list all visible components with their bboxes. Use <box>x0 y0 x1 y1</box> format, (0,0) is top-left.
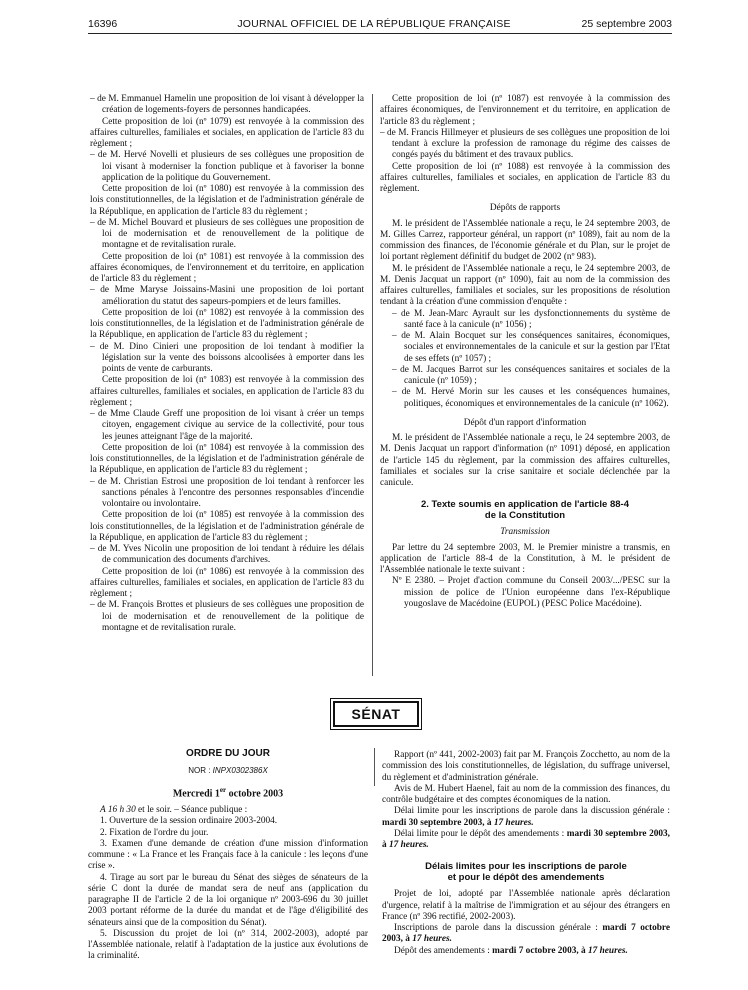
upper-right-column <box>380 94 670 610</box>
date-sup: er <box>219 785 227 794</box>
session-text: et le soir. – Séance publique : <box>135 805 248 816</box>
paragraph: M. le président de l'Assemblée nationale a reçu, le 24 septembre 2003, de M. Gilles Carrez, rapporteur général, un rapport (nº 1089), fait au nom de la commission des finances, de l'économie générale et du Plan, sur le projet de loi portant règlement définitif du budget de 2002 (nº 983). <box>380 218 670 263</box>
heading-line: et pour le dépôt des amendements <box>447 872 605 884</box>
agenda-item: 1. Ouverture de la session ordinaire 2003-2004. <box>100 816 278 827</box>
paragraph: – de M. Dino Cinieri une proposition de loi tendant à modifier la législation sur la vente des boissons alcoolisées à emporter dans les points de vente de carburants. <box>90 341 364 374</box>
list-item: – de M. Alain Bocquet sur les conséquences sanitaires, économiques, sociales et environnementales de la canicule et sur la gestion par l'Etat de ses effets (nº 1057) ; <box>392 331 670 364</box>
date-part: Mercredi 1 <box>172 787 220 799</box>
lower-left-column <box>88 748 368 963</box>
paragraph: Rapport (nº 441, 2002-2003) fait par M. François Zocchetto, au nom de la commission des lois constitutionnelles, de législation, du suffrage universel, du règlement et d'administration générale. <box>382 750 670 783</box>
paragraph: Projet de loi, adopté par l'Assemblée nationale après déclaration d'urgence, relatif à la maîtrise de l'immigration et au séjour des étrangers en France (nº 396 rectifié, 2002-2003). <box>382 889 670 922</box>
heading-line: de la Constitution <box>484 510 566 522</box>
paragraph: – de M. Christian Estrosi une proposition de loi tendant à renforcer les sanctions pénales à l'encontre des personnes responsables d'incendie volontaire ou involontaire. <box>90 476 364 509</box>
deadline-date: mardi 30 septembre 2003, à <box>382 817 494 828</box>
paragraph: – de M. Yves Nicolin une proposition de loi tendant à réduire les délais de communication des documents d'archives. <box>90 544 364 566</box>
paragraph: M. le président de l'Assemblée nationale a reçu, le 24 septembre 2003, de M. Denis Jacquat un rapport d'information (nº 1091) déposé, en application de l'article 145 du règlement, par la commission des affaires culturelles, familiales et sociales sur la crise sanitaire et sociale déclenchée par la canicule. <box>380 433 670 488</box>
paragraph: – de M. Hervé Novelli et plusieurs de ses collègues une proposition de loi visant à moderniser la fonction publique et à favoriser la bonne application de la politique du Gouvernement. <box>90 150 364 183</box>
paragraph: Avis de M. Hubert Haenel, fait au nom de la commission des finances, du contrôle budgétaire et des comptes économiques de la nation. <box>382 783 670 805</box>
paragraph: Cette proposition de loi (nº 1087) est renvoyée à la commission des affaires économiques, de l'environnement et du territoire, en application de l'article 83 du règlement ; <box>380 94 670 127</box>
paragraph: Cette proposition de loi (nº 1079) est renvoyée à la commission des affaires culturelles, familiales et sociales, en application de l'article 83 du règlement ; <box>90 116 364 149</box>
list-item: – de M. Jean-Marc Ayrault sur les dysfonctionnements du système de santé face à la canicule (nº 1056) ; <box>392 308 670 330</box>
paragraph: – de Mme Claude Greff une proposition de loi visant à créer un temps citoyen, engagement civique au service de la collectivité, pour tous les jeunes atteignant l'âge de la majorité. <box>90 409 364 442</box>
column-divider <box>374 748 375 786</box>
page-number: 16396 <box>88 18 118 30</box>
deadline-time: 17 heures. <box>493 817 534 828</box>
session-date <box>88 785 368 800</box>
agenda-title: ORDRE DU JOUR <box>186 748 270 759</box>
paragraph: Cette proposition de loi (nº 1082) est renvoyée à la commission des lois constitutionnelles, de la législation et de l'administration générale de la République, en application de l'article 83 du règlement ; <box>90 307 364 341</box>
paragraph <box>382 806 670 829</box>
text-run: Délai limite pour le dépôt des amendements : <box>394 828 567 839</box>
heading-line: Délais limites pour les inscriptions de parole <box>425 861 627 873</box>
deadline-time: 17 heures. <box>412 934 452 945</box>
nor-code: INPX0302386X <box>212 766 268 776</box>
deadline-time: 17 heures. <box>588 945 628 956</box>
paragraph: Cette proposition de loi (nº 1083) est renvoyée à la commission des affaires culturelles, familiales et sociales, en application de l'article 83 du règlement ; <box>90 375 364 408</box>
bold-heading <box>380 499 670 521</box>
paragraph: Par lettre du 24 septembre 2003, M. le Premier ministre a transmis, en application de l'article 88-4 de la Constitution, à M. le président de l'Assemblée nationale le texte suivant : <box>380 542 670 575</box>
paragraph: – de M. Emmanuel Hamelin une proposition de loi visant à développer la création de logements-foyers de personnes handicapées. <box>90 94 364 116</box>
paragraph: Cette proposition de loi (nº 1080) est renvoyée à la commission des lois constitutionnelles, de la législation et de l'administration générale de la République, en application de l'article 83 du règlement ; <box>90 184 364 217</box>
paragraph: Cette proposition de loi (nº 1086) est renvoyée à la commission des affaires culturelles, familiales et sociales, en application de l'article 83 du règlement ; <box>90 566 364 599</box>
paragraph: Nº E 2380. – Projet d'action commune du Conseil 2003/.../PESC sur la mission de police de l'Union européenne dans l'ex-République yougoslave de Macédoine (EUPOL) (PESC Police Macédoine). <box>392 576 670 609</box>
nor-label: NOR : <box>188 766 213 776</box>
agenda-item: 4. Tirage au sort par le bureau du Sénat des sièges de sénateurs de la série C dont la durée de mandat sera de neuf ans (application du paragraphe II de l'article 2 de la loi organique nº 2003-696 du 30 juillet 2003 portant réforme de la durée du mandat et de l'âge d'éligibilité des sénateurs ainsi que de la composition du Sénat). <box>88 872 368 928</box>
page-header <box>0 18 748 32</box>
upper-left-column <box>90 94 364 634</box>
section-heading: Dépôt d'un rapport d'information <box>463 417 587 428</box>
lower-right-column <box>382 750 670 957</box>
paragraph: Cette proposition de loi (nº 1085) est renvoyée à la commission des lois constitutionnelles, de la législation et de l'administration générale de la République, en application de l'article 83 du règlement ; <box>90 510 364 543</box>
journal-title: JOURNAL OFFICIEL DE LA RÉPUBLIQUE FRANÇAISE <box>237 18 511 30</box>
paragraph: Cette proposition de loi (nº 1084) est renvoyée à la commission des lois constitutionnelles, de la législation et de l'administration générale de la République, en application de l'article 83 du règlement ; <box>90 442 364 476</box>
nor-reference <box>88 765 368 776</box>
paragraph <box>382 946 670 957</box>
deadline-date: mardi 30 septembre 2003, à <box>382 828 670 850</box>
deadline-time: 17 heures. <box>388 840 429 850</box>
issue-date: 25 septembre 2003 <box>581 18 672 30</box>
agenda-item: 5. Discussion du projet de loi (nº 314, 2002-2003), adopté par l'Assemblée nationale, relatif à l'adaptation de la justice aux évolutions de la criminalité. <box>88 928 368 962</box>
bold-heading <box>382 861 670 883</box>
paragraph: Cette proposition de loi (nº 1088) est renvoyée à la commission des affaires culturelles, familiales et sociales, en application de l'article 83 du règlement. <box>380 161 670 194</box>
list-item: – de M. Jacques Barrot sur les conséquences sanitaires et sociales de la canicule (nº 1059) ; <box>392 364 670 386</box>
section-heading: Dépôts de rapports <box>489 203 561 214</box>
agenda-item: 3. Examen d'une demande de création d'une mission d'information commune : « La France et les Français face à la canicule : les leçons d'une crise ». <box>88 838 368 872</box>
text-run: Délai limite pour les inscriptions de parole dans la discussion générale : <box>394 806 670 817</box>
agenda-item: 2. Fixation de l'ordre du jour. <box>100 827 209 838</box>
paragraph <box>382 923 670 946</box>
text-run: Dépôt des amendements : <box>394 945 493 956</box>
deadline-date: mardi 7 octobre 2003, à <box>492 945 588 956</box>
paragraph: – de Mme Maryse Joissains-Masini une proposition de loi portant amélioration du statut des sapeurs-pompiers et de leurs familles. <box>90 285 364 307</box>
italic-subheading: Transmission <box>500 527 550 538</box>
paragraph <box>88 805 368 816</box>
paragraph: – de M. Michel Bouvard et plusieurs de ses collègues une proposition de loi de modernisation et de renouvellement de la politique de montagne et de revitalisation rurale. <box>90 217 364 251</box>
paragraph: – de M. Francis Hillmeyer et plusieurs de ses collègues une proposition de loi tendant à exclure la profession de ramonage du régime des caisses de congés payés du bâtiment et des travaux publics. <box>380 127 670 161</box>
paragraph: Cette proposition de loi (nº 1081) est renvoyée à la commission des affaires économiques, de l'environnement et du territoire, en application de l'article 83 du règlement ; <box>90 251 364 284</box>
paragraph <box>382 829 670 852</box>
deadline-date: mardi 7 octobre 2003, à <box>382 923 670 945</box>
paragraph: – de M. François Brottes et plusieurs de ses collègues une proposition de loi de modernisation et de renouvellement de la politique de montagne et de revitalisation rurale. <box>90 600 364 633</box>
text-run: Inscriptions de parole dans la discussion générale : <box>394 923 603 933</box>
date-part: octobre 2003 <box>226 787 284 799</box>
list-item: – de M. Hervé Morin sur les causes et les conséquences humaines, politiques, économiques et environnementales de la canicule (nº 1062). <box>392 387 670 409</box>
senat-box: SÉNAT <box>333 701 419 727</box>
header-rule <box>88 33 672 34</box>
session-time: A 16 h 30 <box>100 805 136 816</box>
column-divider <box>372 94 373 676</box>
paragraph: M. le président de l'Assemblée nationale a reçu, le 24 septembre 2003, de M. Denis Jacquat un rapport (nº 1090), fait au nom de la commission des affaires culturelles, familiales et sociales, sur les propositions de résolution tendant à la création d'une commission d'enquête : <box>380 263 670 308</box>
heading-line: 2. Texte soumis en application de l'article 88-4 <box>421 499 629 511</box>
